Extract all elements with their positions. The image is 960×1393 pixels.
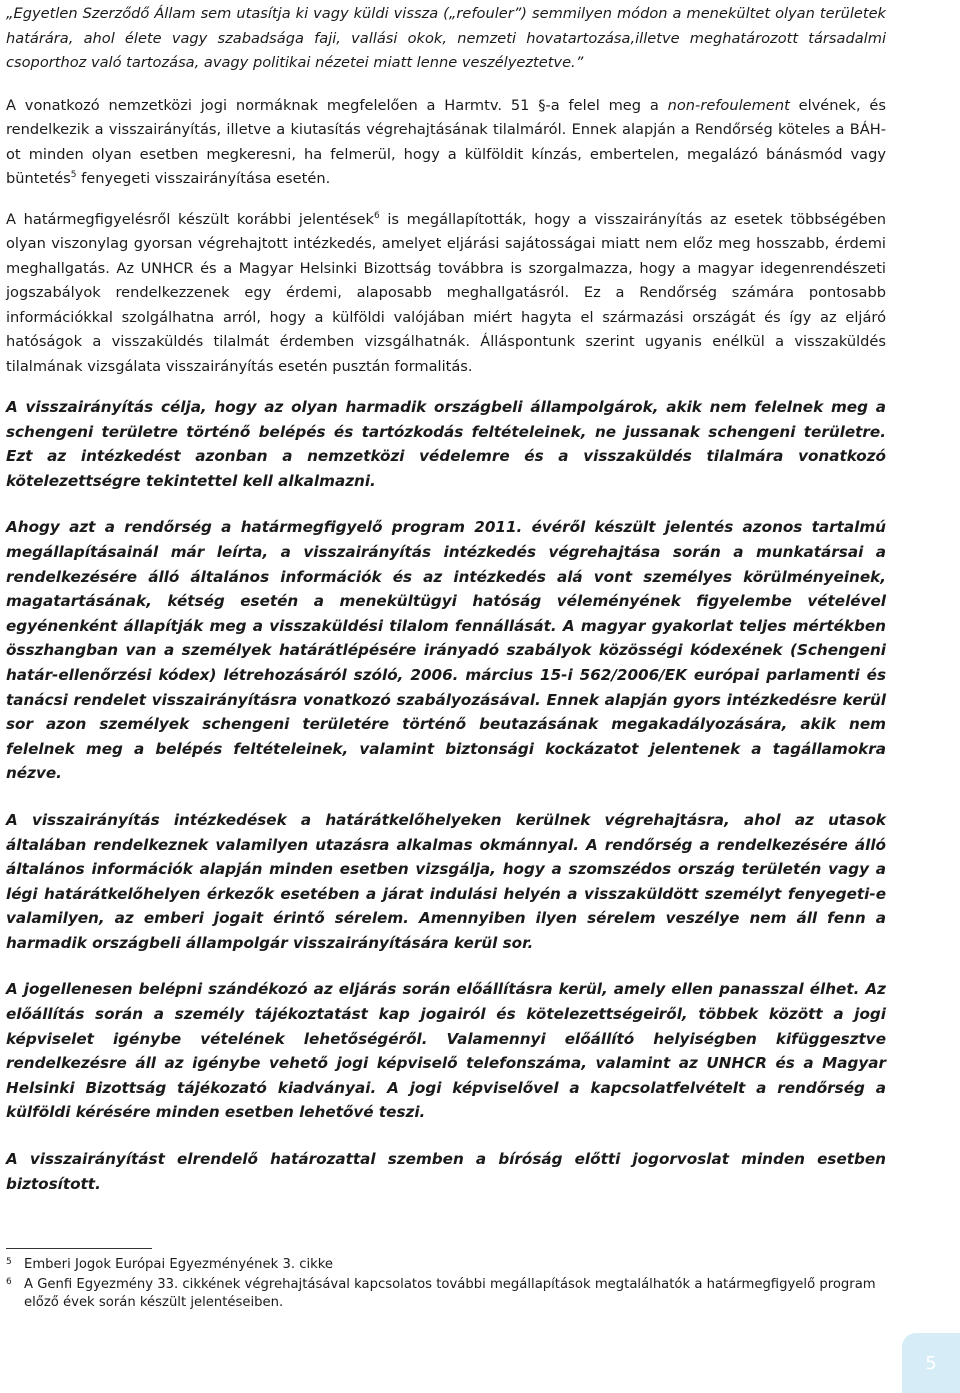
- document-body: [6, 2, 886, 1218]
- footnote-divider: [6, 1248, 152, 1249]
- footnote-text: A Genfi Egyezmény 33. cikkének végrehajtásával kapcsolatos további megállapítások megtalálhatók a határmegfigyelő program előző évek során készült jelentéseiben.: [24, 1277, 876, 1310]
- convention-quote: „Egyetlen Szerződő Állam sem utasítja ki vagy küldi vissza („refouler”) semmilyen módon a menekültet olyan területek határára, ahol élete vagy szabadsága faji, vallási okok, nemzeti hovatartozása,illetve meghatározott társadalmi csoporthoz való tartozása, avagy politikai nézetei miatt lenne veszélyeztetve.”: [6, 5, 886, 71]
- page-number-badge: [902, 1333, 960, 1393]
- bold-paragraph-detention: A jogellenesen belépni szándékozó az eljárás során előállításra kerül, amely ellen panasszal élhet. Az előállítás során a személy tájékoztatást kap jogairól és kötelezettségeiről, többek között a jogi képviselet igénybe vételének lehetőségéről. Valamennyi előállító helyiségben kifüggesztve rendelkezésre áll az igénybe vehető jogi képviselő telefonszáma, valamint az UNHCR és a Magyar Helsinki Bizottság tájékozató kiadványai. A jogi képviselővel a kapcsolatfelvételt a rendőrség a külföldi kérésére minden esetben lehetővé teszi.: [6, 980, 886, 1122]
- footnote-6: [6, 1276, 886, 1312]
- footnote-number: 5: [6, 1257, 12, 1267]
- paragraph-text: A vonatkozó nemzetközi jogi normáknak megfelelően a Harmtv. 51 §-a felel meg a: [6, 96, 668, 114]
- page-number: 5: [925, 1352, 937, 1374]
- paragraph-text: fenyegeti visszairányítása esetén.: [76, 170, 331, 187]
- bold-paragraph-remedy: A visszairányítást elrendelő határozattal szemben a bíróság előtti jogorvoslat minden esetben biztosított.: [6, 1150, 886, 1193]
- paragraph-text: A határmegfigyelésről készült korábbi jelentések: [6, 210, 374, 228]
- footnote-5: [6, 1256, 886, 1274]
- footnote-ref[interactable]: 6: [373, 210, 380, 221]
- footnote-number: 6: [6, 1277, 12, 1287]
- footnote-text: Emberi Jogok Európai Egyezményének 3. cikke: [24, 1257, 334, 1272]
- paragraph-text: is megállapították, hogy a visszairányítás az esetek többségében olyan viszonylag gyorsan végrehajtott intézkedés, amelyet eljárási sajátosságai miatt nem előz meg hosszabb, érdemi meghallgatás. Az UNHCR és a Magyar Helsinki Bizottság továbbra is szorgalmazza, hogy a magyar idegenrendészeti jogszabályok rendelkezzenek egy érdemi, alaposabb meghallgatásról. Ez a Rendőrség számára pontosabb információkkal szolgálhatna arról, hogy a külföldi valójában miért hagyta el származási országát és így az eljáró hatóságok a visszaküldés tilalmát érdemben vizsgálhatnák. Álláspontunk szerint ugyanis enélkül a visszaküldés tilalmának vizsgálata visszairányítás esetén pusztán formalitás.: [6, 210, 886, 375]
- italic-term: non-refoulement: [667, 96, 790, 114]
- bold-paragraph-purpose: A visszairányítás célja, hogy az olyan harmadik országbeli állampolgárok, akik nem felelnek meg a schengeni területre történő belépés és tartózkodás feltételeinek, ne jussanak schengeni területre. Ezt az intézkedést azonban a nemzetközi védelemre és a visszaküldés tilalmára vonatkozó kötelezettségre tekintettel kell alkalmazni.: [6, 398, 886, 490]
- footnote-ref[interactable]: 5: [70, 170, 77, 181]
- paragraph-text: elvének, és rendelkezik a visszairányítás, illetve a kiutasítás végrehajtásának tilalmáról. Ennek alapján a Rendőrség köteles a BÁH-ot minden olyan esetben megkeresni, ha felmerül, hogy a külföldit kínzás, embertelen, megalázó bánásmód vagy büntetés: [6, 96, 887, 187]
- paragraph-harmtv: [6, 94, 886, 192]
- bold-paragraph-practice: Ahogy azt a rendőrség a határmegfigyelő program 2011. évéről készült jelentés azonos tartalmú megállapításainál már leírta, a visszairányítás intézkedés végrehajtása során a munkatársai a rendelkezésére álló általános információk és az intézkedés alá vont személyes körülményeinek, magatartásának, kétség esetén a menekültügyi hatóság véleményének figyelembe vételével egyénenként állapítják meg a visszaküldési tilalom fennállását. A magyar gyakorlat teljes mértékben összhangban van a személyek határátlépésére irányadó szabályok közösségi kódexének (Schengeni határ-ellenőrzési kódex) létrehozásáról szóló, 2006. március 15-i 562/2006/EK európai parlamenti és tanácsi rendelet visszairányításra vonatkozó szabályozásával. Ennek alapján gyors intézkedésre kerül sor azon személyek schengeni területére történő beutazásának megakadályozására, akik nem felelnek meg a belépés feltételeinek, valamint biztonsági kockázatot jelentenek a tagállamokra nézve.: [6, 518, 886, 783]
- paragraph-reports: [6, 208, 886, 380]
- bold-paragraph-crossing-points: A visszairányítás intézkedések a határátkelőhelyeken kerülnek végrehajtásra, ahol az utasok általában rendelkeznek valamilyen utazásra alkalmas okmánnyal. A rendőrség a rendelkezésére álló általános információk alapján minden esetben vizsgálja, hogy a szomszédos ország területén vagy a légi határátkelőhelyen érkezők esetében a járat indulási helyén a visszaküldött személyt fenyegeti-e valamilyen, az emberi jogait érintő sérelem. Amennyiben ilyen sérelem veszélye nem áll fenn a harmadik országbeli állampolgár visszairányítására kerül sor.: [6, 810, 886, 952]
